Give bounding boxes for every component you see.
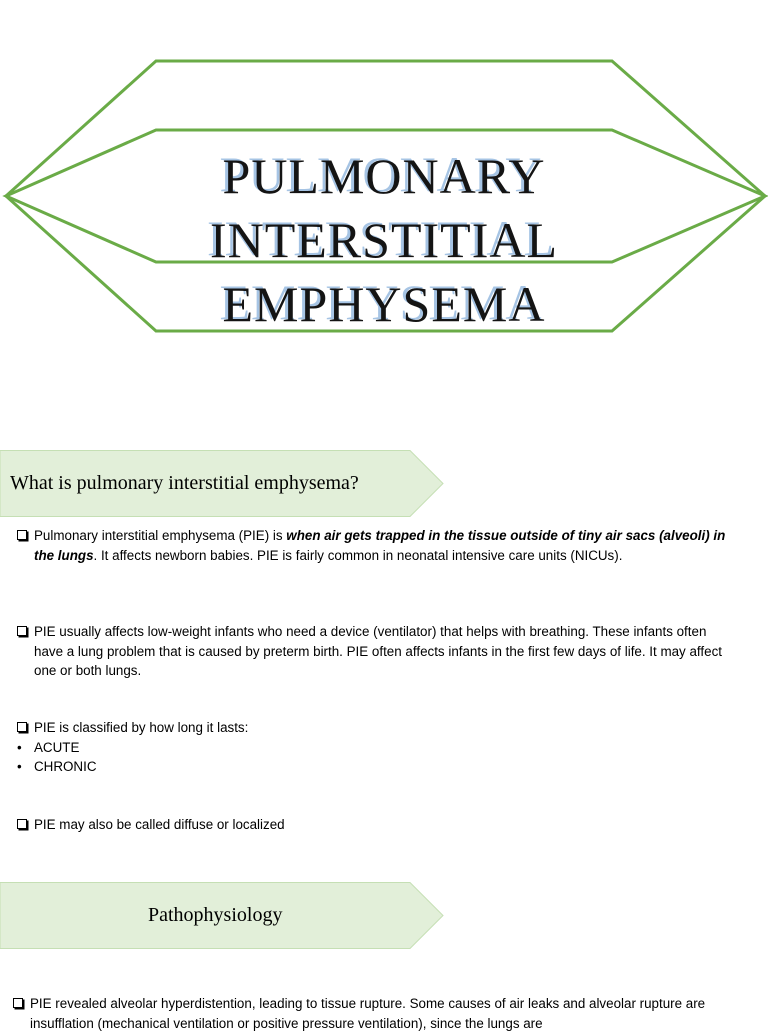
list-item-acute: • ACUTE [34,738,79,758]
paragraph-definition: Pulmonary interstitial emphysema (PIE) is when air gets trapped in the tissue outside of tiny air sacs (alveoli) in the lungs. It affects newborn babies. PIE is fairly common in neonatal intensive care units (NICUs). [34,526,734,565]
checkbox-bullet-icon [17,722,27,732]
list-item-chronic: • CHRONIC [34,757,97,777]
section-heading-text: Pathophysiology [148,904,283,926]
section-heading-text: What is pulmonary interstitial emphysema? [10,472,359,494]
emphasized-text: when air gets trapped in the tissue outside of tiny air sacs (alveoli) in the lungs [34,528,726,563]
section-heading-pathophysiology [0,882,444,949]
title-line-3: EMPHYSEMA [222,276,546,332]
checkbox-bullet-icon [17,819,27,829]
bullet-dot-icon: • [17,740,22,755]
checkbox-bullet-icon [17,626,27,636]
page-title [0,144,768,336]
paragraph-other-names: PIE may also be called diffuse or localized [34,815,734,835]
checkbox-bullet-icon [13,998,23,1008]
title-line-2: INTERSTITIAL [209,212,559,268]
paragraph-classification: PIE is classified by how long it lasts: [34,718,734,738]
paragraph-pathophysiology: PIE revealed alveolar hyperdistention, leading to tissue rupture. Some causes of air leaks and alveolar rupture are insufflation (mechanical ventilation or positive pressure ventilation), since the lungs are [30,994,734,1033]
checkbox-bullet-icon [17,530,27,540]
bullet-dot-icon: • [17,759,22,774]
section-heading-what-is-pie [0,450,444,517]
paragraph-affected-infants: PIE usually affects low-weight infants who need a device (ventilator) that helps with breathing. These infants often have a lung problem that is caused by preterm birth. PIE often affects infants in the first few days of life. It may affect one or both lungs. [34,622,734,681]
title-line-1: PULMONARY [222,148,546,204]
